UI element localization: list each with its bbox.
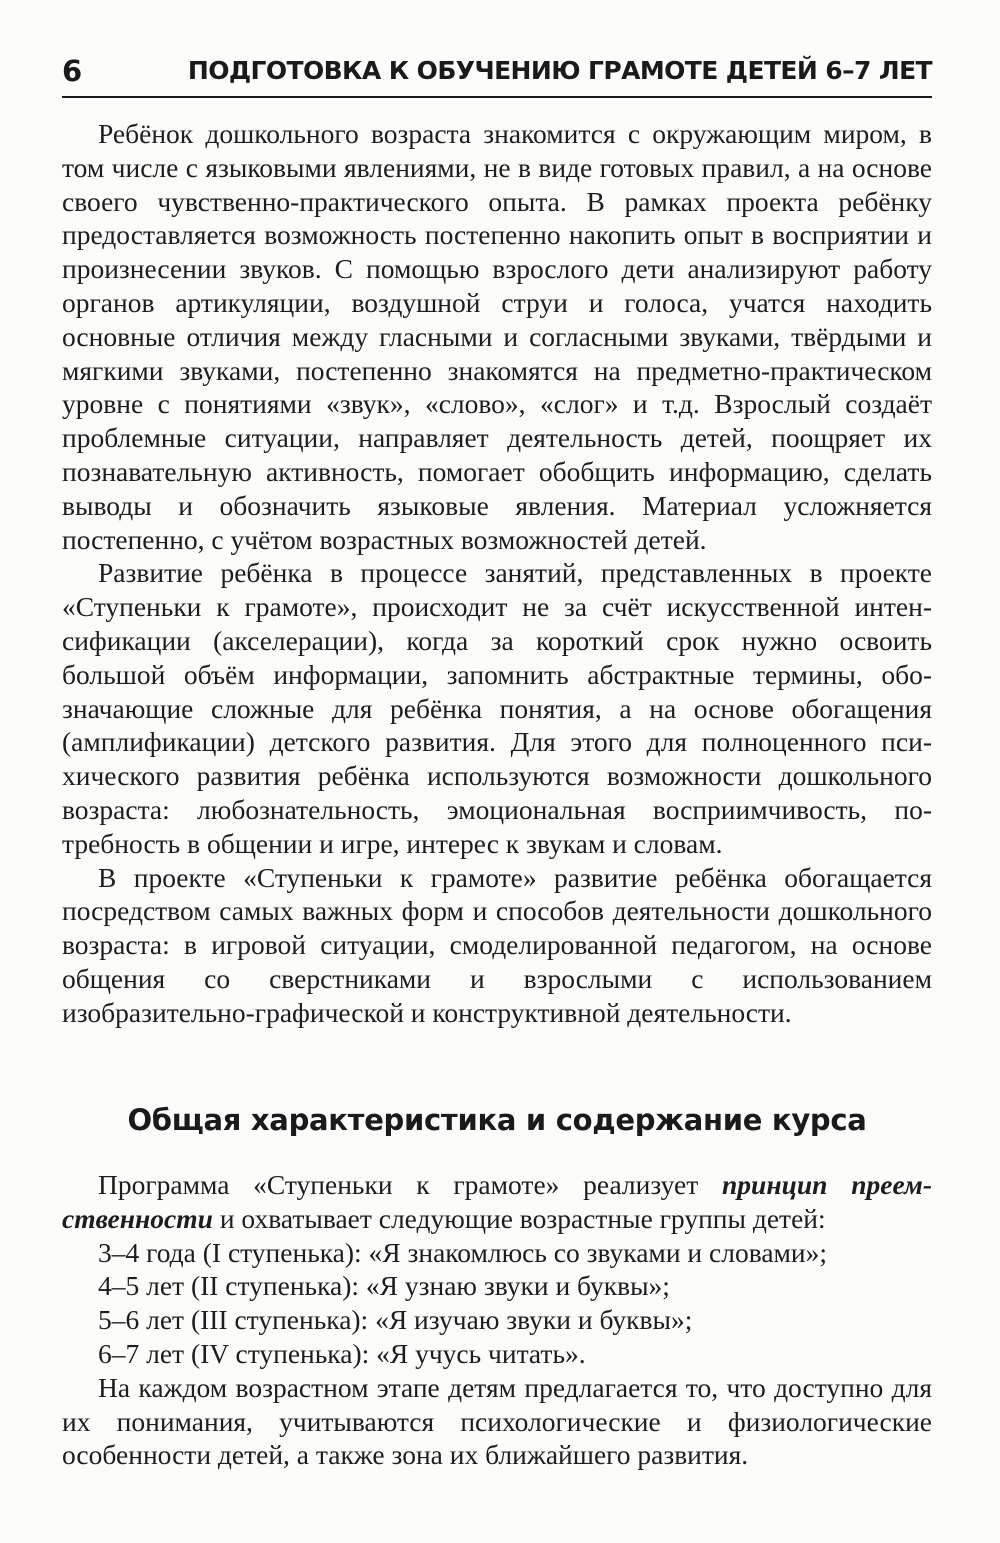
page-header [62, 50, 932, 98]
body-text [62, 117, 932, 1030]
section-body [62, 1168, 932, 1472]
list-item: 5–6 лет (III ступенька): «Я изучаю звуки и буквы»; [98, 1304, 693, 1336]
section-heading: Общая характеристика и содержание курса [127, 1103, 867, 1137]
list-item: 4–5 лет (II ступенька): «Я узнаю звуки и буквы»; [98, 1270, 670, 1302]
running-title: ПОДГОТОВКА К ОБУЧЕНИЮ ГРАМОТЕ ДЕТЕЙ 6–7 ЛЕТ [187, 56, 932, 85]
page-number: 6 [62, 54, 83, 88]
key-term: принцип преемственности [62, 1169, 932, 1234]
list-item: 3–4 года (I ступенька): «Я знакомлюсь со звуками и словами»; [98, 1236, 828, 1268]
paragraph: Развитие ребёнка в процессе занятий, представленных в проекте «Ступеньки к грамоте», происходит не за счёт искусственной интенсификации (акселерации), когда за короткий срок нужно освоить большой объём информации, запомнить абстрактные термины, обозначающие сложные для ребёнка понятия, а на основе обогащения (амплификации) детского развития. Для этого для полноценного психического развития ребёнка используются возможности дошкольного возраста: любознательность, эмоциональная восприимчивость, потребность в общении и игре, интерес к звукам и словам. [62, 557, 932, 859]
paragraph: Ребёнок дошкольного возраста знакомится с окружающим миром, в том числе с языковыми явлениями, не в виде готовых правил, а на основе своего чувственно-практического опыта. В рамках проекта ребёнку предоставляется возможность постепенно накопить опыт в восприятии и произнесении звуков. С помощью взрослого дети анализируют работу органов артикуляции, воздушной струи и голоса, учатся находить основные отличия между гласными и согласными звуками, твёрдыми и мягкими звуками, постепенно знакомятся на предметно-практическом уровне с понятиями «звук», «слово», «слог» и т.д. Взрослый создаёт проблемные ситуации, направляет деятельность детей, поощряет их познавательную активность, помогает обобщить информацию, сделать выводы и обозначить языковые явления. Материал усложняется постепенно, с учётом возрастных возможностей детей. [62, 118, 932, 555]
intro-text-end: и охватывает следующие возрастные группы детей: [212, 1202, 826, 1234]
intro-text-start: Программа «Ступеньки к грамоте» реализует [98, 1169, 722, 1200]
list-item: 6–7 лет (IV ступенька): «Я учусь читать». [98, 1337, 586, 1369]
section-intro [62, 1168, 932, 1236]
stage-list [62, 1236, 932, 1371]
closing-paragraph: На каждом возрастном этапе детям предлагается то, что доступно для их понимания, учитываются психологические и физиологические особенности детей, а также зона их ближайшего развития. [62, 1371, 932, 1471]
paragraph: В проекте «Ступеньки к грамоте» развитие ребёнка обогащается посредством самых важных форм и способов деятельности дошкольного возраста: в игровой ситуации, смоделированной педагогом, на основе общения со сверстниками и взрослыми с использованием изобразительно-графической и конструктивной деятельности. [62, 861, 932, 1028]
